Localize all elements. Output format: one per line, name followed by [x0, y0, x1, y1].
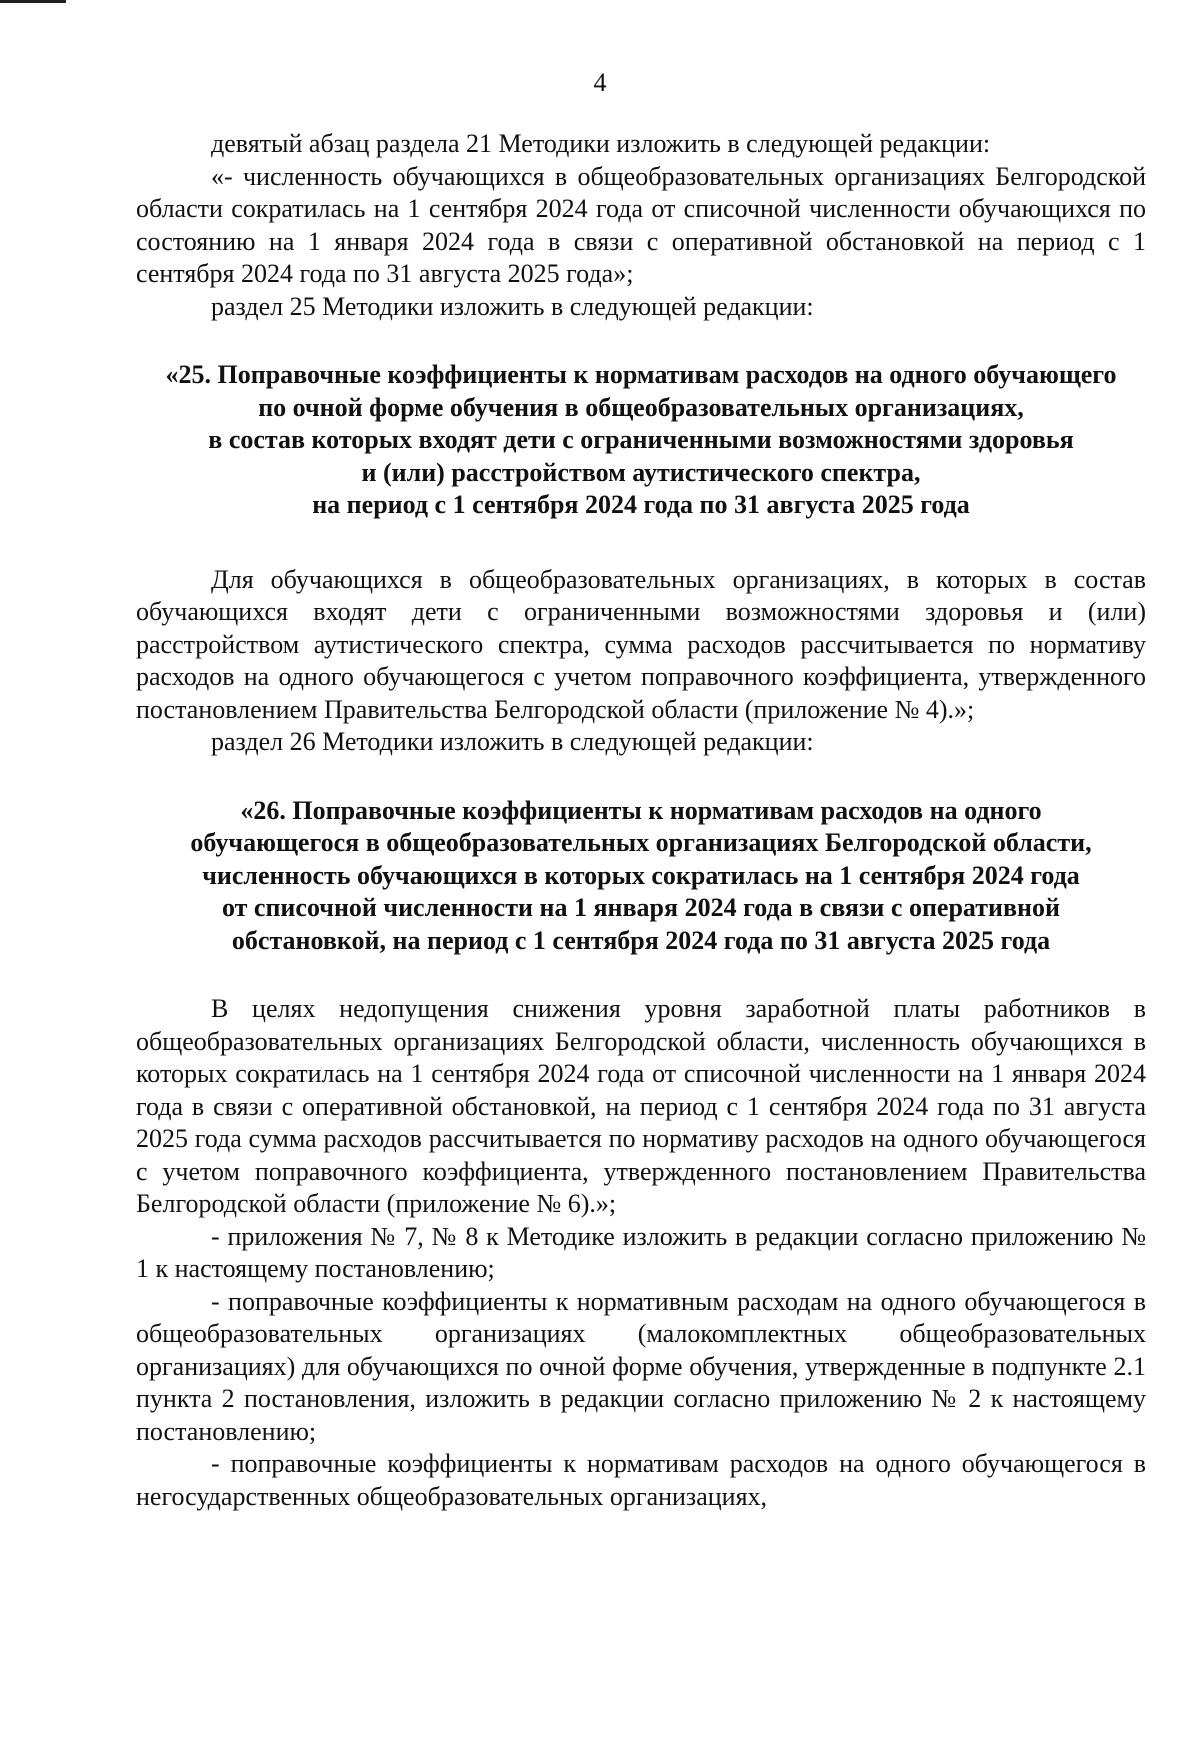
paragraph-8: - поправочные коэффициенты к нормативным расходам на одного обучающегося в общеобразовательных организациях (малокомплектных общеобразовательных организациях) для обучающихся по очной форме обучения, утвержденные в подпункте 2.1 пункта 2 постановления, изложить в редакции согласно приложению № 2 к настоящему постановлению;	[136, 1286, 1146, 1446]
paragraph-7: - приложения № 7, № 8 к Методике изложить в редакции согласно приложению № 1 к настоящему постановлению;	[136, 1221, 1146, 1283]
heading-line: по очной форме обучения в общеобразовательных организациях,	[258, 392, 1024, 422]
paragraph-1: девятый абзац раздела 21 Методики изложить в следующей редакции:	[211, 129, 991, 158]
heading-line: от списочной численности на 1 января 2024 года в связи с оперативной	[221, 893, 1061, 922]
heading-line: на период с 1 сентября 2024 года по 31 августа 2025 года	[312, 490, 970, 519]
paragraph-6: В целях недопущения снижения уровня заработной платы работников в общеобразовательных организациях Белгородской области, численность обучающихся в которых сократилась на 1 сентября 2024 года от списочной численности на 1 января 2024 года в связи с оперативной обстановкой, на период с 1 сентября 2024 года по 31 августа 2025 года сумма расходов рассчитывается по нормативу расходов на одного обучающегося с учетом поправочного коэффициента, утвержденного постановлением Правительства Белгородской области (приложение № 6).»;	[136, 994, 1146, 1218]
paragraph-5: раздел 26 Методики изложить в следующей редакции:	[211, 727, 814, 756]
heading-line: и (или) расстройством аутистического спектра,	[361, 457, 921, 487]
heading-line: численность обучающихся в которых сократилась на 1 сентября 2024 года	[202, 860, 1080, 890]
scan-corner-mark	[0, 0, 66, 3]
heading-line: обстановкой, на период с 1 сентября 2024 года по 31 августа 2025 года	[231, 925, 1051, 955]
heading-line: в состав которых входят дети с ограниченными возможностями здоровья	[208, 425, 1074, 454]
paragraph-3: раздел 25 Методики изложить в следующей редакции:	[211, 291, 814, 321]
heading-line: обучающегося в общеобразовательных организациях Белгородской области,	[190, 828, 1092, 857]
section-25-heading	[136, 359, 1146, 522]
section-26-heading	[136, 795, 1146, 958]
document-body	[136, 128, 1146, 1513]
heading-line: «25. Поправочные коэффициенты к нормативам расходов на одного обучающего	[165, 360, 1117, 389]
heading-line: «26. Поправочные коэффициенты к нормативам расходов на одного	[240, 795, 1042, 825]
paragraph-2-quote: «- численность обучающихся в общеобразовательных организациях Белгородской области сократилась на 1 сентября 2024 года от списочной численности обучающихся по состоянию на 1 января 2024 года в связи с оперативной обстановкой на период с 1 сентября 2024 года по 31 августа 2025 года»;	[136, 161, 1146, 288]
page-number: 4	[593, 68, 607, 97]
paragraph-9: - поправочные коэффициенты к нормативам расходов на одного обучающегося в негосударственных общеобразовательных организациях,	[136, 1449, 1146, 1511]
paragraph-4: Для обучающихся в общеобразовательных организациях, в которых в состав обучающихся входят дети с ограниченными возможностями здоровья и (или) расстройством аутистического спектра, сумма расходов рассчитывается по нормативу расходов на одного обучающегося с учетом поправочного коэффициента, утвержденного постановлением Правительства Белгородской области (приложение № 4).»;	[136, 564, 1146, 724]
